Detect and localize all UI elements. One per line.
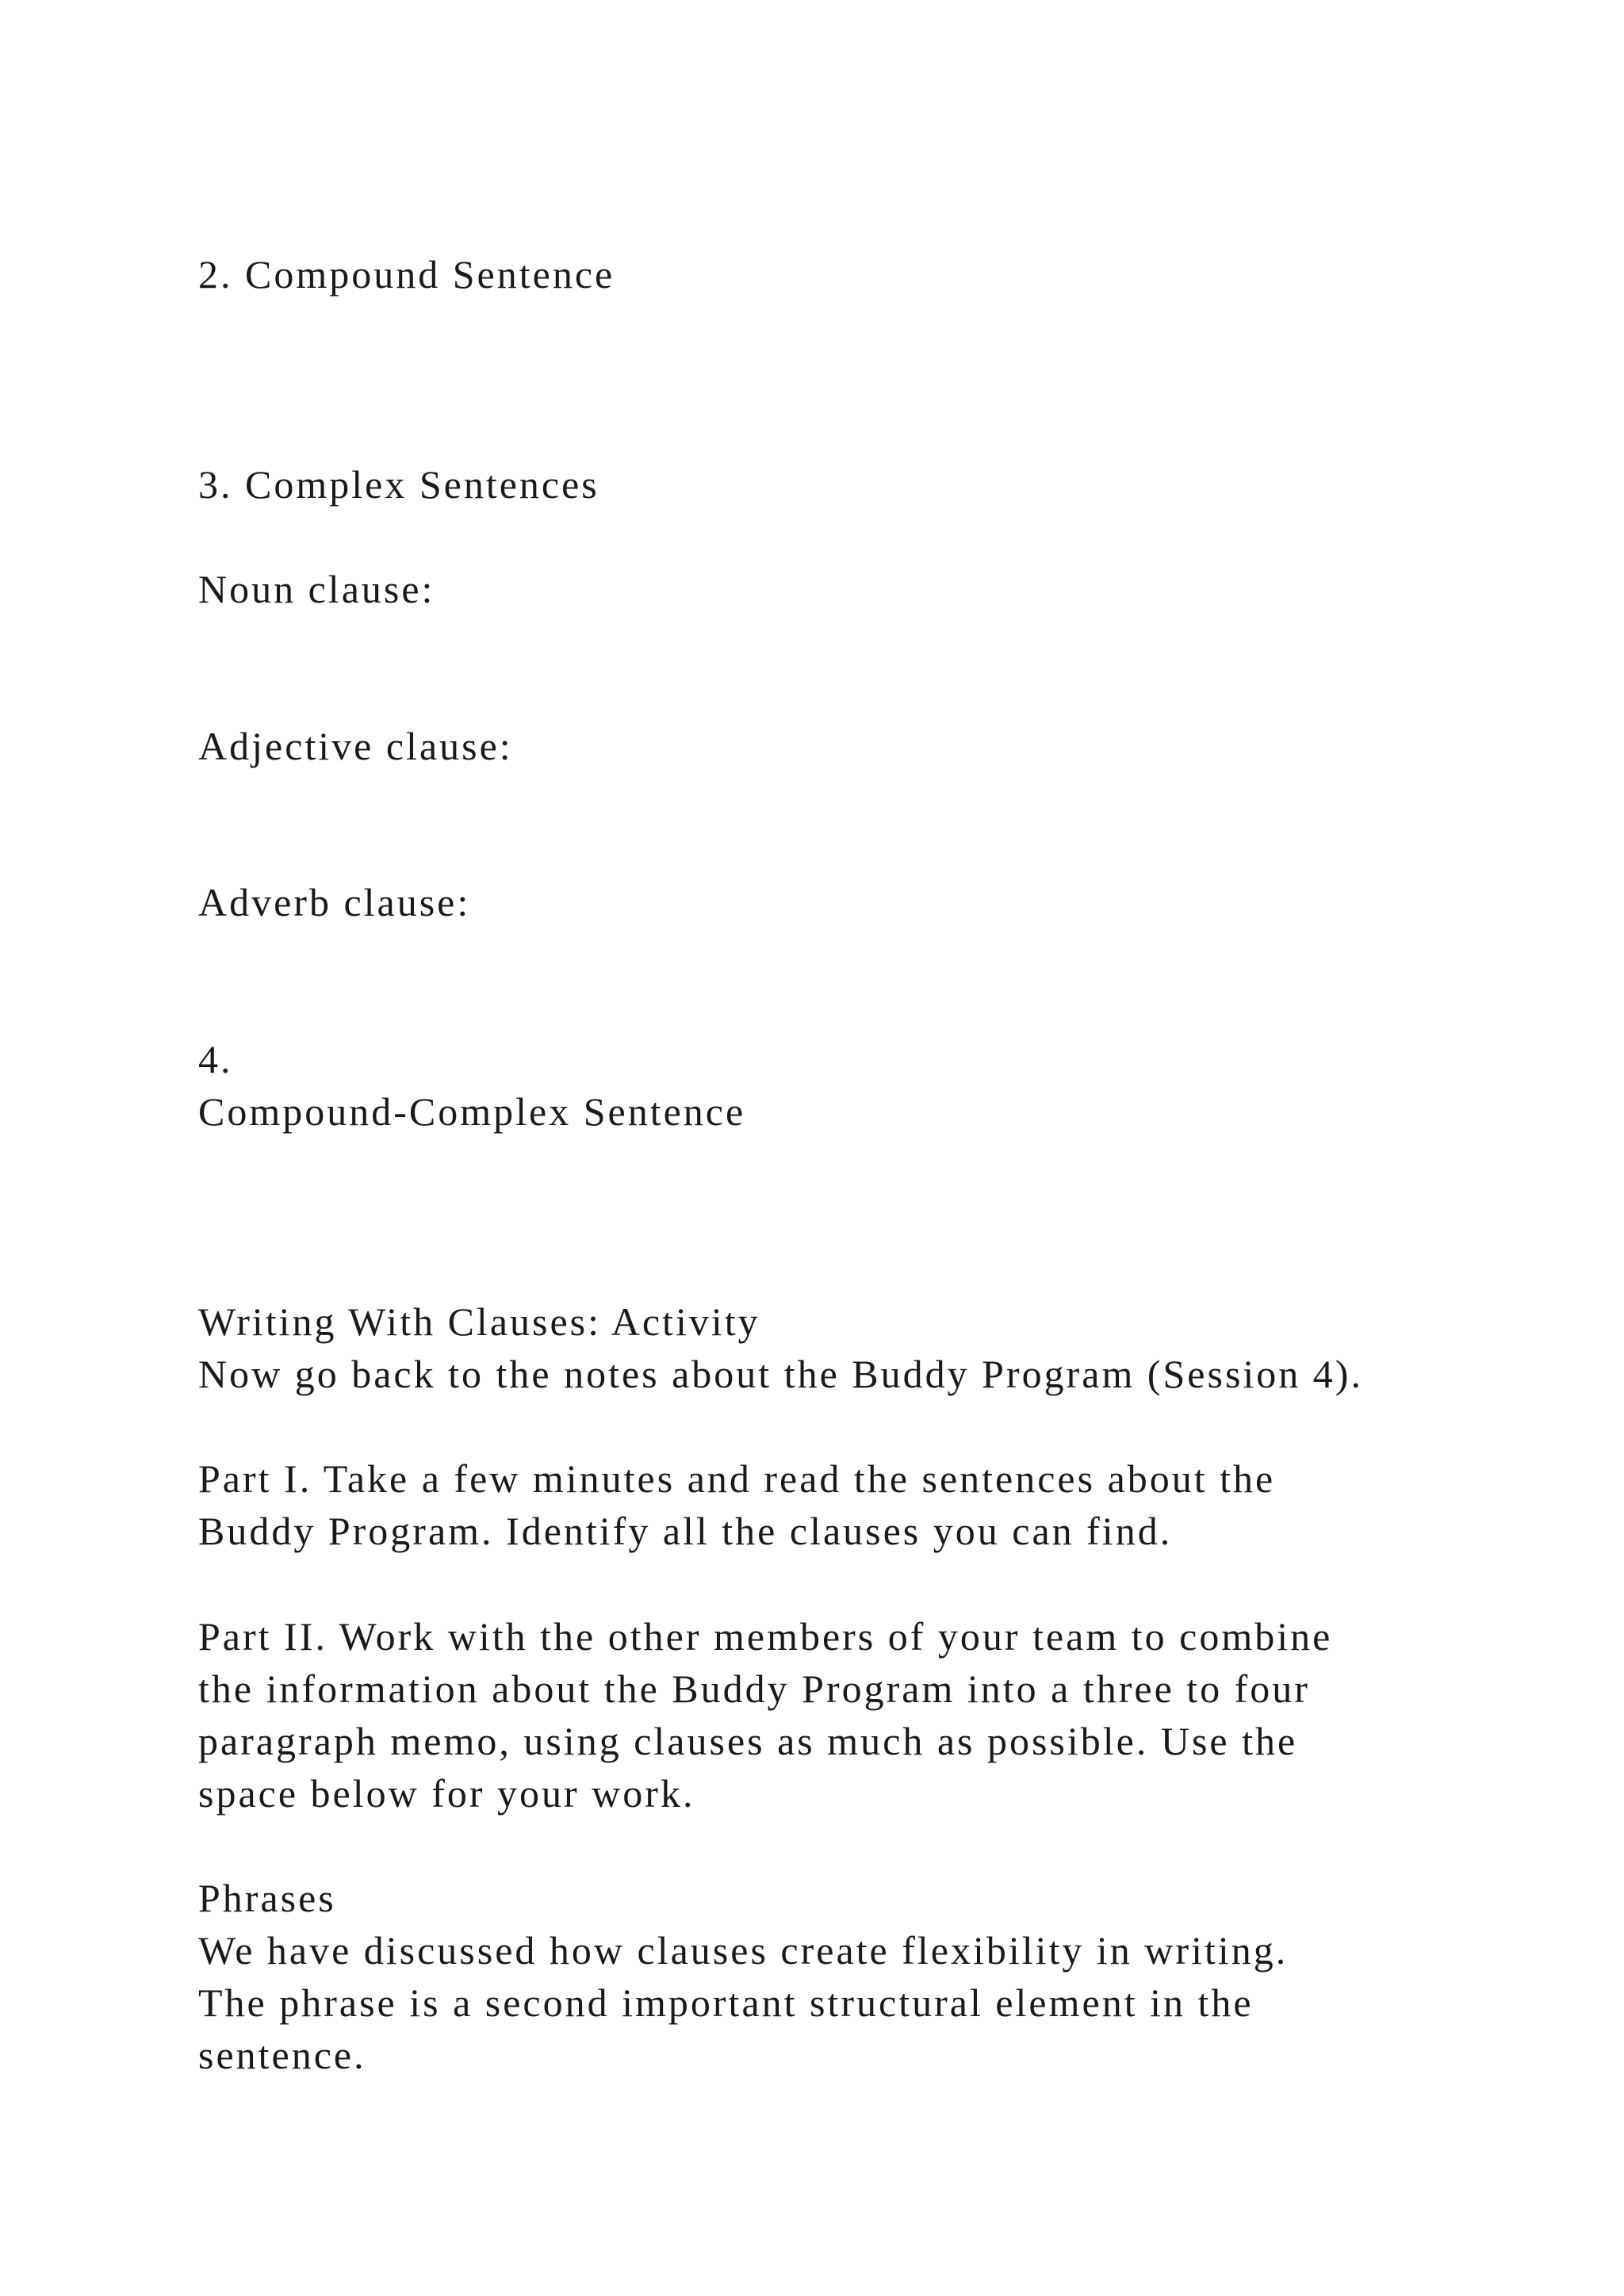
phrases-body-line: The phrase is a second important structural element in the xyxy=(198,1980,1254,2025)
compound-complex-number: 4. xyxy=(198,1037,233,1081)
activity-intro: Now go back to the notes about the Buddy Program (Session 4). xyxy=(198,1352,1363,1396)
phrases-body-line: sentence. xyxy=(198,2033,366,2077)
part-one-line: Part I. Take a few minutes and read the sentences about the xyxy=(198,1456,1276,1501)
phrases-title: Phrases xyxy=(198,1876,336,1920)
complex-sentences-heading: 3. Complex Sentences xyxy=(198,462,599,507)
compound-sentence-heading: 2. Compound Sentence xyxy=(198,252,615,297)
phrases-body-line: We have discussed how clauses create flexibility in writing. xyxy=(198,1928,1289,1973)
part-one-line: Buddy Program. Identify all the clauses you can find. xyxy=(198,1509,1173,1553)
activity-title: Writing With Clauses: Activity xyxy=(198,1299,760,1344)
adverb-clause-label: Adverb clause: xyxy=(198,880,471,924)
adjective-clause-label: Adjective clause: xyxy=(198,724,513,768)
compound-complex-heading: Compound-Complex Sentence xyxy=(198,1089,746,1134)
noun-clause-label: Noun clause: xyxy=(198,567,435,611)
part-two-line: the information about the Buddy Program into a three to four xyxy=(198,1667,1310,1711)
part-two-line: Part II. Work with the other members of your team to combine xyxy=(198,1614,1333,1659)
part-two-line: paragraph memo, using clauses as much as possible. Use the xyxy=(198,1719,1298,1763)
part-two-line: space below for your work. xyxy=(198,1771,695,1816)
